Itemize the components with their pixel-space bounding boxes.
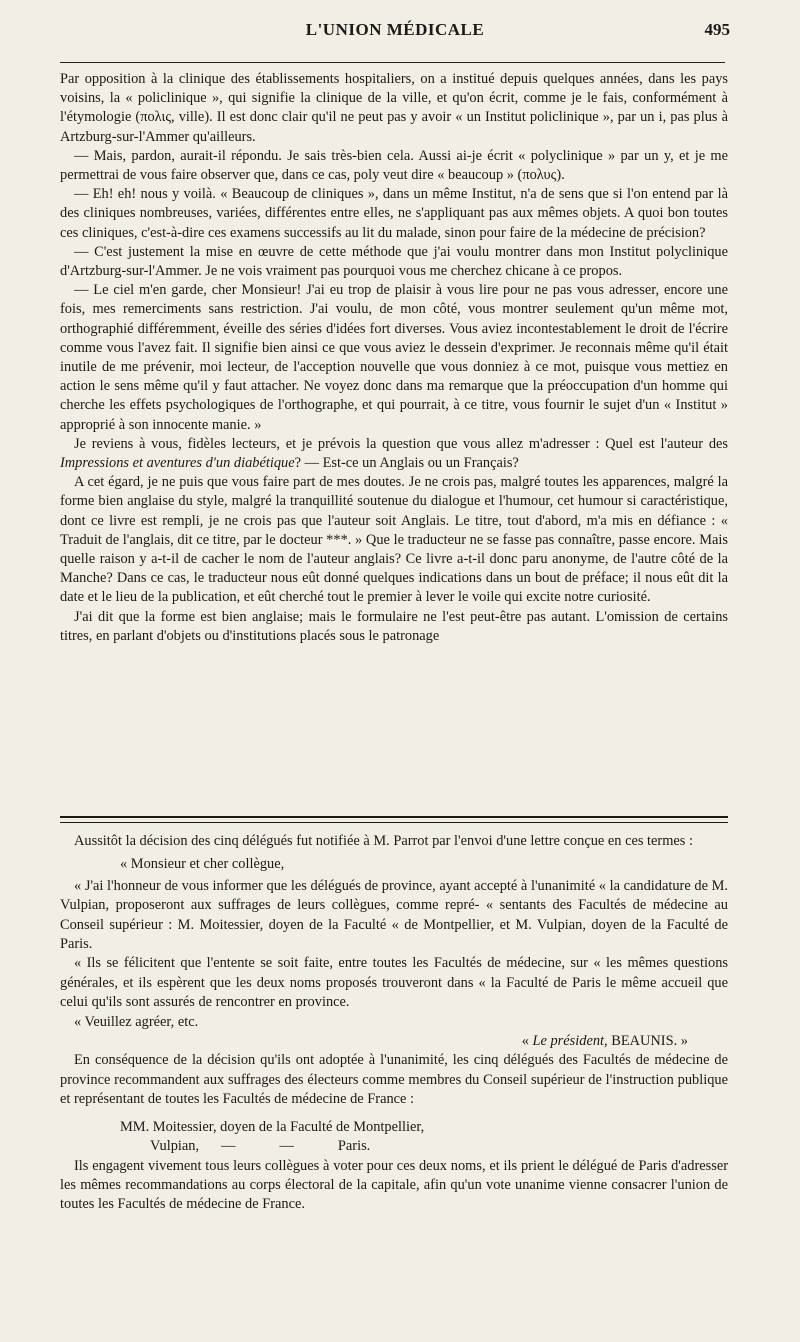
paragraph: Aussitôt la décision des cinq délégués fut notifiée à M. Parrot par l'envoi d'une lettre conçue en ces termes : xyxy=(74,833,693,849)
section-divider xyxy=(60,816,728,823)
paragraph: Ils engagent vivement tous leurs collègues à voter pour ces deux noms, et ils prient le délégué de Paris d'adresser les mêmes recommandations au corps électoral de la capitale, afin qu'un vote unanime vienne consacrer l'union de toutes les Facultés de médecine de France. xyxy=(60,1157,728,1213)
paragraph: — Eh! eh! nous y voilà. « Beaucoup de cliniques », dans un même Institut, n'a de sens que si l'on entend par là des cliniques nombreuses, variées, différentes entre elles, ne s'appliquant pas aux mêmes objets. A quoi bon toutes ces cliniques, c'est-à-dire ces examens successifs au lit du malade, sinon pour faire de la médecine de précision? xyxy=(60,186,728,241)
page-number: 495 xyxy=(704,20,730,39)
letter-closing: « Veuillez agréer, etc. xyxy=(74,1013,199,1030)
letter-salutation: « Monsieur et cher collègue, xyxy=(120,856,285,873)
paragraph xyxy=(60,435,728,473)
signature-title: Le président, xyxy=(532,1033,608,1050)
ditto-mark: — xyxy=(279,1138,294,1155)
candidate-line xyxy=(60,1137,728,1156)
paragraph: En conséquence de la décision qu'ils ont adoptée à l'unanimité, les cinq délégués des Facultés de médecine de province recommandent aux suffrages des électeurs comme membres du Conseil supérieur de l'instruction publique et représentant de toutes les Facultés de médecine de France : xyxy=(60,1052,728,1108)
book-title: Impressions et aventures d'un diabétique xyxy=(60,455,295,472)
text-run: Je reviens à vous, fidèles lecteurs, et je prévois la question que vous allez m'adresser : Quel est l'auteur des xyxy=(74,435,728,452)
text-run: ? — Est-ce un Anglais ou un Français? xyxy=(294,455,519,472)
paragraph: — C'est justement la mise en œuvre de cette méthode que j'ai voulu montrer dans mon Institut polyclinique d'Artzburg-sur-l'Ammer. Je ne vois vraiment pas pourquoi vous me cherchez chicane à ce propos. xyxy=(60,243,728,280)
text-run: « xyxy=(521,1033,533,1050)
running-title: L'UNION MÉDICALE xyxy=(305,20,485,39)
text-run: BEAUNIS. » xyxy=(607,1033,688,1050)
candidate-line: MM. Moitessier, doyen de la Faculté de Montpellier, xyxy=(120,1118,425,1135)
paragraph: A cet égard, je ne puis que vous faire part de mes doutes. Je ne crois pas, malgré toutes les apparences, malgré la forme bien anglaise du style, malgré la tranquillité soutenue du dialogue et l'humour, cet humour si caractéristique, dont ce livre est rempli, je ne crois pas que l'auteur soit Anglais. Le titre, tout d'abord, m'a mis en défiance : « Traduit de l'anglais, dit ce titre, par le docteur ***. » Que le traducteur ne se fasse pas connaître, passe encore. Mais quelle raison y a-t-il de cacher le nom de l'auteur anglais? Ce livre a-t-il donc paru anonyme, de l'autre côté de la Manche? Dans ce cas, le traducteur nous eût donné quelques indications dans un bout de préface; il nous eût dit la date et le lieu de la publication, et eût cherché tout le premier à lever le voile qui excite notre curiosité. xyxy=(60,474,728,606)
letter-signature xyxy=(60,1032,728,1051)
paragraph: — Le ciel m'en garde, cher Monsieur! J'ai eu trop de plaisir à vous lire pour ne pas vous adresser, encore une fois, mes remerciments sans restriction. J'ai voulu, de mon côté, vous montrer seulement qu'un même mot, orthographié différemment, éveille des séries d'idées fort diverses. Vous aviez incontestablement le droit de l'écrire comme vous l'avez fait. Il signifie bien ainsi ce que vous aviez le dessein d'exprimer. Je reconnais même qu'il était inutile de me prévenir, moi lecteur, de l'acception nouvelle que vous donniez à ce mot, puisque vous mettiez en action le sens même qu'il y faut attacher. Ne voyez donc dans ma remarque que la préoccupation d'un homme qui cherche les effets psychologiques de l'orthographe, et qui pourrait, à ce titre, vous fournir le sujet d'un « Institut » approprié à son innocente manie. » xyxy=(60,282,728,433)
news-section xyxy=(60,832,728,1215)
feuilleton-section xyxy=(60,70,728,646)
letter-paragraph: « J'ai l'honneur de vous informer que les délégués de province, ayant accepté à l'unanimité « la candidature de M. Vulpian, proposeront aux suffrages de leurs collègues, comme repré- « sentants des Facultés de médecine au Conseil supérieur : M. Moitessier, doyen de la Faculté « de Montpellier, et M. Vulpian, doyen de la Faculté de Paris. xyxy=(60,877,728,953)
text-run: Vulpian, xyxy=(150,1138,200,1155)
letter-paragraph: « Ils se félicitent que l'entente se soit faite, entre toutes les Facultés de médecine, sur « les mêmes questions générales, et ils espèrent que les deux noms proposés trouveront dans « la Faculté de Paris le même accueil que celui qu'ils sont assurés de rencontrer en province. xyxy=(60,955,728,1011)
text-run: Paris. xyxy=(337,1138,371,1155)
page-header xyxy=(60,20,730,50)
paragraph: J'ai dit que la forme est bien anglaise; mais le formulaire ne l'est peut-être pas autant. L'omission de certains titres, en parlant d'objets ou d'institutions placés sous le patronage xyxy=(60,608,728,644)
ditto-mark: — xyxy=(221,1138,236,1155)
header-rule xyxy=(60,62,725,63)
paragraph: — Mais, pardon, aurait-il répondu. Je sais très-bien cela. Aussi ai-je écrit « polyclinique » par un y, et je me permettrai de vous faire observer que, dans ce cas, poly veut dire « beaucoup » (πολυς). xyxy=(60,147,728,184)
paragraph: Par opposition à la clinique des établissements hospitaliers, on a institué depuis quelques années, dans les pays voisins, la « policlinique », qui signifie la clinique de la ville, et qu'on écrit, comme je le fais, conformément à l'étymologie (πολις, ville). Il est donc clair qu'il ne peut pas y avoir « un Institut policlinique », par un i, pas plus à Artzburg-sur-l'Ammer qu'ailleurs. xyxy=(60,71,728,145)
